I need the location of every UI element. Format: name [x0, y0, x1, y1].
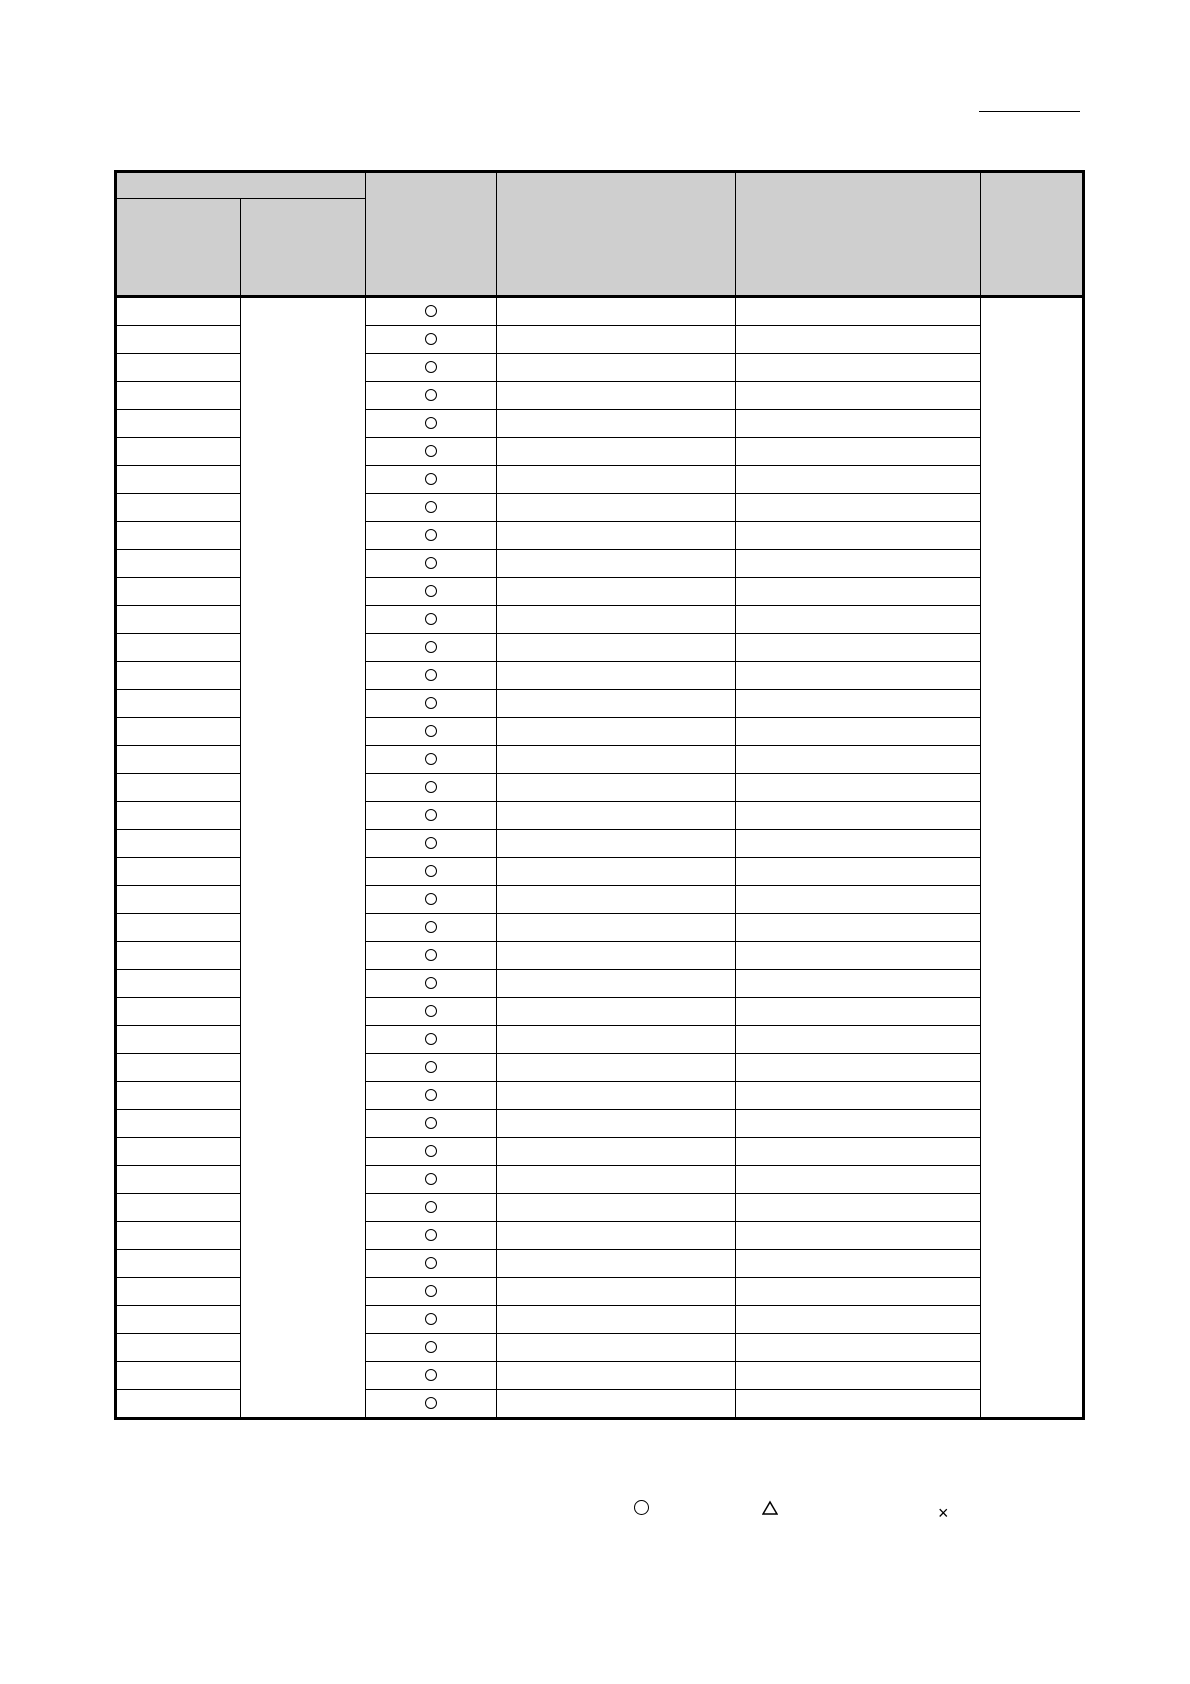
row-cell-col5 [736, 522, 981, 550]
top-right-underline [979, 111, 1080, 112]
row-cell-col5 [736, 1054, 981, 1082]
row-cell-col4 [497, 914, 736, 942]
row-cell-mark [366, 410, 497, 438]
circle-mark-icon [425, 529, 437, 541]
row-cell-col4 [497, 1250, 736, 1278]
row-cell-mark [366, 438, 497, 466]
row-cell-col4 [497, 410, 736, 438]
row-cell-col1 [116, 1362, 241, 1390]
row-cell-col5 [736, 914, 981, 942]
row-cell-col1 [116, 1166, 241, 1194]
circle-mark-icon [425, 1397, 437, 1409]
header-group-cell [116, 172, 366, 199]
row-cell-col1 [116, 998, 241, 1026]
row-cell-col5 [736, 662, 981, 690]
row-cell-col1 [116, 858, 241, 886]
row-cell-col1 [116, 550, 241, 578]
row-cell-mark [366, 494, 497, 522]
circle-mark-icon [425, 501, 437, 513]
row-cell-col1 [116, 634, 241, 662]
row-cell-col4 [497, 1334, 736, 1362]
circle-mark-icon [425, 1257, 437, 1269]
row-cell-col5 [736, 1334, 981, 1362]
row-cell-col5 [736, 1278, 981, 1306]
row-cell-col4 [497, 297, 736, 326]
row-cell-col1 [116, 774, 241, 802]
row-cell-col1 [116, 830, 241, 858]
row-cell-mark [366, 297, 497, 326]
row-cell-col4 [497, 1082, 736, 1110]
row-cell-col1 [116, 662, 241, 690]
row-cell-col4 [497, 466, 736, 494]
row-cell-col4 [497, 354, 736, 382]
row-cell-col4 [497, 886, 736, 914]
row-cell-col4 [497, 382, 736, 410]
row-cell-col4 [497, 550, 736, 578]
circle-mark-icon [425, 361, 437, 373]
circle-mark-icon [425, 697, 437, 709]
legend [0, 1500, 1190, 1530]
circle-mark-icon [425, 641, 437, 653]
row-cell-mark [366, 1390, 497, 1419]
row-cell-mark [366, 942, 497, 970]
row-cell-col1 [116, 438, 241, 466]
table-row [116, 297, 1084, 326]
circle-mark-icon [425, 753, 437, 765]
row-cell-col5 [736, 326, 981, 354]
row-cell-col5 [736, 1362, 981, 1390]
row-cell-col4 [497, 1390, 736, 1419]
row-cell-col4 [497, 662, 736, 690]
row-cell-col4 [497, 942, 736, 970]
row-cell-col5 [736, 494, 981, 522]
circle-mark-icon [425, 613, 437, 625]
circle-mark-icon [425, 725, 437, 737]
row-cell-col5 [736, 1390, 981, 1419]
circle-mark-icon [425, 1145, 437, 1157]
row-cell-col1 [116, 1194, 241, 1222]
header-column-5 [736, 172, 981, 297]
row-cell-mark [366, 690, 497, 718]
row-cell-col1 [116, 297, 241, 326]
row-cell-mark [366, 802, 497, 830]
circle-mark-icon [425, 1061, 437, 1073]
row-cell-col4 [497, 634, 736, 662]
row-cell-col4 [497, 1222, 736, 1250]
row-cell-col5 [736, 1026, 981, 1054]
circle-mark-icon [425, 333, 437, 345]
row-cell-col1 [116, 1138, 241, 1166]
row-cell-mark [366, 886, 497, 914]
row-cell-col4 [497, 1306, 736, 1334]
circle-mark-icon [425, 557, 437, 569]
row-cell-col1 [116, 914, 241, 942]
row-cell-col5 [736, 354, 981, 382]
circle-mark-icon [425, 781, 437, 793]
row-cell-col4 [497, 494, 736, 522]
row-cell-col1 [116, 606, 241, 634]
legend-cross-icon: × [938, 1503, 949, 1523]
row-cell-mark [366, 1278, 497, 1306]
row-cell-col5 [736, 1138, 981, 1166]
row-cell-col1 [116, 522, 241, 550]
row-cell-col5 [736, 1306, 981, 1334]
row-cell-col1 [116, 1390, 241, 1419]
row-cell-col5 [736, 1194, 981, 1222]
circle-mark-icon [425, 389, 437, 401]
circle-mark-icon [425, 585, 437, 597]
row-cell-col5 [736, 382, 981, 410]
row-cell-col1 [116, 1278, 241, 1306]
row-cell-col4 [497, 1166, 736, 1194]
circle-mark-icon [425, 949, 437, 961]
legend-circle-icon [634, 1500, 649, 1515]
row-cell-col1 [116, 1082, 241, 1110]
row-cell-col5 [736, 942, 981, 970]
row-cell-col4 [497, 438, 736, 466]
row-cell-col5 [736, 830, 981, 858]
record-table [114, 170, 1085, 1420]
row-cell-col5 [736, 970, 981, 998]
circle-mark-icon [425, 809, 437, 821]
row-cell-col5 [736, 1166, 981, 1194]
row-cell-col5 [736, 297, 981, 326]
circle-mark-icon [425, 1285, 437, 1297]
circle-mark-icon [425, 473, 437, 485]
row-cell-col4 [497, 998, 736, 1026]
row-cell-col5 [736, 998, 981, 1026]
row-cell-mark [366, 774, 497, 802]
row-cell-col1 [116, 718, 241, 746]
row-cell-col1 [116, 494, 241, 522]
circle-mark-icon [425, 837, 437, 849]
row-cell-mark [366, 718, 497, 746]
header-column-6 [981, 172, 1084, 297]
row-cell-col5 [736, 718, 981, 746]
row-cell-col5 [736, 802, 981, 830]
row-cell-mark [366, 1222, 497, 1250]
row-cell-mark [366, 326, 497, 354]
row-cell-mark [366, 998, 497, 1026]
row-cell-col4 [497, 578, 736, 606]
row-cell-col4 [497, 970, 736, 998]
circle-mark-icon [425, 977, 437, 989]
row-cell-mark [366, 1082, 497, 1110]
row-cell-mark [366, 634, 497, 662]
row-cell-col1 [116, 690, 241, 718]
row-cell-col1 [116, 354, 241, 382]
table-header [116, 172, 1084, 297]
row-cell-col5 [736, 690, 981, 718]
row-cell-col5 [736, 466, 981, 494]
row-cell-col4 [497, 522, 736, 550]
row-cell-mark [366, 606, 497, 634]
row-cell-col4 [497, 802, 736, 830]
header-subcolumn-1 [116, 199, 241, 297]
row-cell-col1 [116, 326, 241, 354]
circle-mark-icon [425, 1117, 437, 1129]
circle-mark-icon [425, 865, 437, 877]
row-cell-col5 [736, 746, 981, 774]
row-cell-mark [366, 1362, 497, 1390]
row-cell-col4 [497, 830, 736, 858]
row-cell-col1 [116, 746, 241, 774]
row-cell-col1 [116, 1026, 241, 1054]
row-cell-mark [366, 914, 497, 942]
row-cell-col1 [116, 970, 241, 998]
row-cell-col5 [736, 858, 981, 886]
row-cell-col1 [116, 466, 241, 494]
row-cell-col4 [497, 1278, 736, 1306]
circle-mark-icon [425, 921, 437, 933]
row-cell-mark [366, 466, 497, 494]
row-cell-col4 [497, 1054, 736, 1082]
circle-mark-icon [425, 305, 437, 317]
row-cell-mark [366, 1138, 497, 1166]
row-cell-col4 [497, 1026, 736, 1054]
row-cell-col1 [116, 1054, 241, 1082]
circle-mark-icon [425, 1089, 437, 1101]
row-cell-col4 [497, 858, 736, 886]
row-cell-col4 [497, 718, 736, 746]
row-cell-col5 [736, 578, 981, 606]
row-cell-mark [366, 1054, 497, 1082]
row-cell-col4 [497, 1110, 736, 1138]
row-cell-col4 [497, 1194, 736, 1222]
row-cell-mark [366, 1110, 497, 1138]
row-cell-col4 [497, 746, 736, 774]
circle-mark-icon [425, 1033, 437, 1045]
row-cell-col5 [736, 774, 981, 802]
circle-mark-icon [425, 1229, 437, 1241]
legend-triangle-icon [762, 1500, 778, 1516]
row-cell-col5 [736, 410, 981, 438]
row-cell-col1 [116, 802, 241, 830]
row-cell-mark [366, 1306, 497, 1334]
row-cell-col5 [736, 1082, 981, 1110]
row-cell-mark [366, 1026, 497, 1054]
circle-mark-icon [425, 1005, 437, 1017]
row-cell-mark [366, 550, 497, 578]
row-cell-mark [366, 522, 497, 550]
row-cell-col1 [116, 382, 241, 410]
row-cell-col1 [116, 942, 241, 970]
circle-mark-icon [425, 1201, 437, 1213]
row-cell-col5 [736, 886, 981, 914]
circle-mark-icon [425, 1313, 437, 1325]
row-cell-col1 [116, 886, 241, 914]
row-cell-mark [366, 746, 497, 774]
row-cell-col5 [736, 634, 981, 662]
row-cell-mark [366, 1166, 497, 1194]
row-cell-col5 [736, 1222, 981, 1250]
circle-mark-icon [425, 417, 437, 429]
header-mark-column [366, 172, 497, 297]
row-cell-col5 [736, 1110, 981, 1138]
circle-mark-icon [425, 1369, 437, 1381]
table-body [116, 297, 1084, 1419]
row-cell-mark [366, 382, 497, 410]
row-cell-col4 [497, 690, 736, 718]
merged-cell-col6 [981, 297, 1084, 1419]
row-cell-col1 [116, 1250, 241, 1278]
row-cell-mark [366, 662, 497, 690]
row-cell-mark [366, 830, 497, 858]
row-cell-col5 [736, 438, 981, 466]
circle-mark-icon [425, 893, 437, 905]
row-cell-col5 [736, 550, 981, 578]
row-cell-col1 [116, 1334, 241, 1362]
circle-mark-icon [425, 669, 437, 681]
row-cell-col4 [497, 1138, 736, 1166]
row-cell-mark [366, 578, 497, 606]
row-cell-col4 [497, 606, 736, 634]
circle-mark-icon [425, 1173, 437, 1185]
row-cell-col5 [736, 1250, 981, 1278]
row-cell-mark [366, 1250, 497, 1278]
header-column-4 [497, 172, 736, 297]
row-cell-mark [366, 1194, 497, 1222]
row-cell-col1 [116, 578, 241, 606]
circle-mark-icon [425, 445, 437, 457]
row-cell-col4 [497, 774, 736, 802]
merged-cell-col2 [241, 297, 366, 1419]
header-subcolumn-2 [241, 199, 366, 297]
row-cell-mark [366, 970, 497, 998]
row-cell-col1 [116, 410, 241, 438]
row-cell-col1 [116, 1306, 241, 1334]
row-cell-mark [366, 858, 497, 886]
row-cell-mark [366, 1334, 497, 1362]
row-cell-col4 [497, 326, 736, 354]
row-cell-col4 [497, 1362, 736, 1390]
row-cell-col1 [116, 1222, 241, 1250]
circle-mark-icon [425, 1341, 437, 1353]
row-cell-mark [366, 354, 497, 382]
row-cell-col1 [116, 1110, 241, 1138]
row-cell-col5 [736, 606, 981, 634]
